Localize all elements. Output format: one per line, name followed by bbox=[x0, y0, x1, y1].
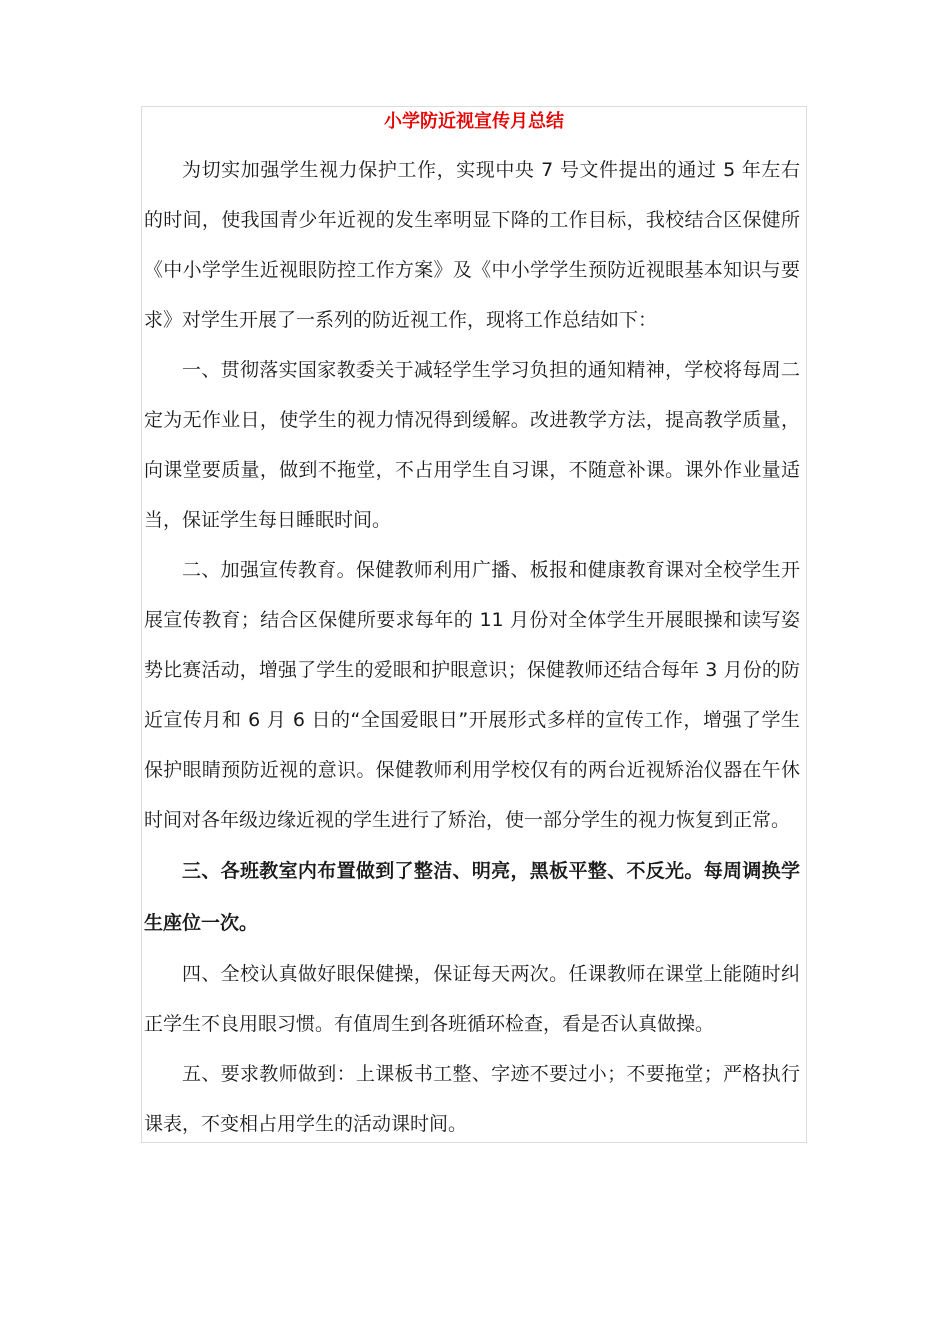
document-title: 小学防近视宣传月总结 bbox=[384, 111, 564, 132]
paragraph-item-4: 四、全校认真做好眼保健操，保证每天两次。任课教师在课堂上能随时纠正学生不良用眼习惯。有值周生到各班循环检查，看是否认真做操。 bbox=[144, 963, 800, 1035]
paragraph-item-1: 一、贯彻落实国家教委关于减轻学生学习负担的通知精神，学校将每周二定为无作业日，使学生的视力情况得到缓解。改进教学方法，提高教学质量，向课堂要质量，做到不拖堂，不占用学生自习课，不随意补课。课外作业量适当，保证学生每日睡眠时间。 bbox=[144, 359, 800, 531]
paragraph-intro: 为切实加强学生视力保护工作，实现中央 7 号文件提出的通过 5 年左右的时间，使我国青少年近视的发生率明显下降的工作目标，我校结合区保健所《中小学学生近视眼防控工作方案》及《中小学学生预防近视眼基本知识与要求》对学生开展了一系列的防近视工作，现将工作总结如下： bbox=[144, 159, 800, 331]
paragraph-item-2: 二、加强宣传教育。保健教师利用广播、板报和健康教育课对全校学生开展宣传教育；结合区保健所要求每年的 11 月份对全体学生开展眼操和读写姿势比赛活动，增强了学生的爱眼和护眼意识；保健教师还结合每年 3 月份的防近宣传月和 6 月 6 日的“全国爱眼日”开展形式多样的宣传工作，增强了学生保护眼睛预防近视的意识。保健教师利用学校仅有的两台近视矫治仪器在午休时间对各年级边缘近视的学生进行了矫治，使一部分学生的视力恢复到正常。 bbox=[144, 559, 800, 831]
paragraph-item-3: 三、各班教室内布置做到了整洁、明亮，黑板平整、不反光。每周调换学生座位一次。 bbox=[144, 860, 800, 934]
paragraph-item-5: 五、要求教师做到：上课板书工整、字迹不要过小；不要拖堂；严格执行课表，不变相占用学生的活动课时间。 bbox=[144, 1063, 800, 1135]
document-body bbox=[144, 145, 800, 1149]
